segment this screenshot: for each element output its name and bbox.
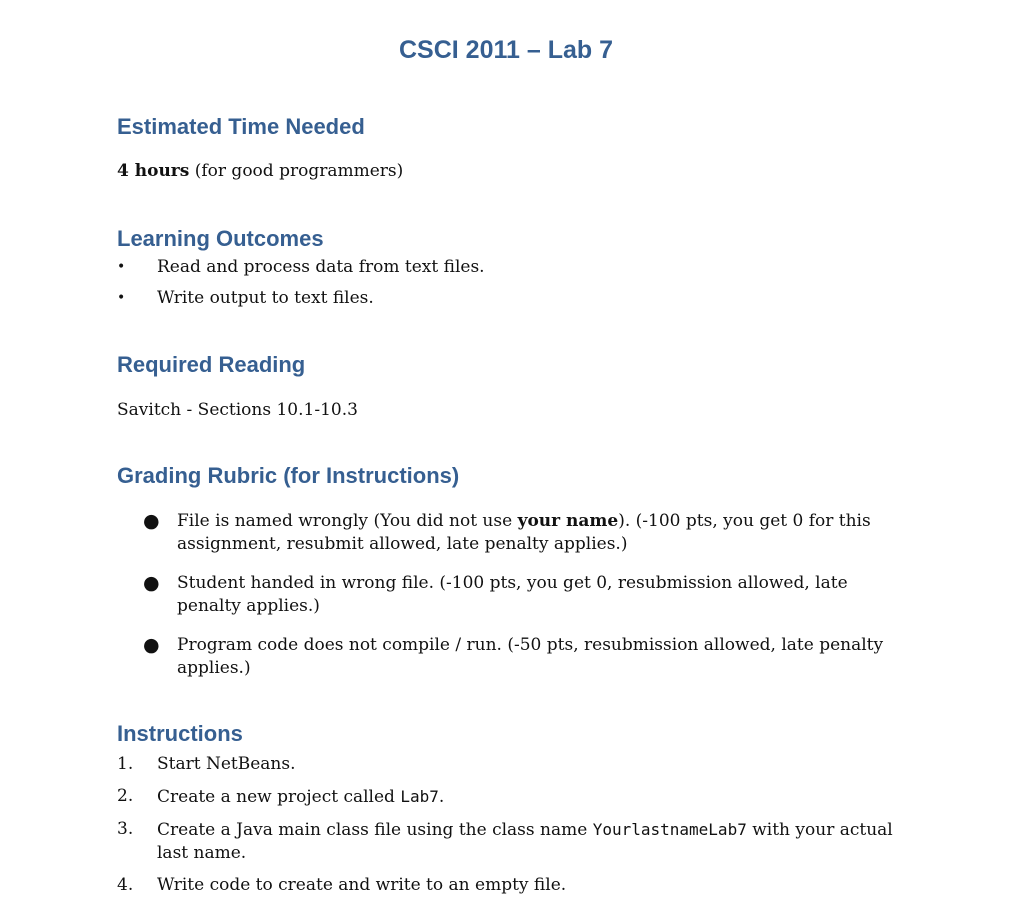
grading-rubric-heading: Grading Rubric (for Instructions) <box>117 463 460 488</box>
page-title: CSCI 2011 – Lab 7 <box>398 36 613 64</box>
list-item <box>117 572 897 618</box>
rubric-text: Program code does not compile / run. (-50 pts, resubmission allowed, late penalty applies.) <box>177 635 884 678</box>
bullet-marker: • <box>117 259 126 275</box>
number-marker: 1. <box>117 754 134 774</box>
number-marker: 4. <box>117 875 134 895</box>
instruction-text-pre: Create a new project called <box>157 787 401 807</box>
instruction-text-pre: Create a Java main class file using the class name <box>157 820 593 840</box>
class-name-code: YourlastnameLab7 <box>592 820 747 839</box>
list-item <box>117 256 917 279</box>
bullet-marker: ● <box>143 510 160 532</box>
list-item <box>117 818 907 865</box>
number-marker: 2. <box>117 786 134 806</box>
rubric-text-pre: File is named wrongly (You did not use <box>177 511 518 531</box>
instruction-text-post: with your actual last name. <box>157 820 893 863</box>
list-item <box>117 287 917 310</box>
instruction-text-post: . <box>438 787 445 807</box>
rubric-text: Student handed in wrong file. (-100 pts, you get 0, resubmission allowed, late penalty applies.) <box>177 573 848 616</box>
list-item <box>117 874 907 897</box>
estimated-time-note: (for good programmers) <box>189 161 404 181</box>
estimated-time-text <box>117 160 403 183</box>
bullet-marker: • <box>117 290 126 306</box>
rubric-text-post: ). (-100 pts, you get 0 for this assignment, resubmit allowed, late penalty applies.) <box>177 511 871 554</box>
required-reading-heading: Required Reading <box>117 352 306 377</box>
number-marker: 3. <box>117 819 134 839</box>
grading-rubric-list <box>117 510 897 696</box>
outcome-text: Read and process data from text files. <box>157 257 485 277</box>
rubric-text-bold: your name <box>517 511 619 531</box>
estimated-time-value: 4 hours <box>117 161 190 181</box>
bullet-marker: ● <box>143 572 160 594</box>
list-item <box>117 510 897 556</box>
instructions-list <box>117 753 907 906</box>
estimated-time-heading: Estimated Time Needed <box>117 114 365 139</box>
list-item <box>117 753 907 776</box>
instruction-text: Start NetBeans. <box>157 754 296 774</box>
project-name-code: Lab7 <box>400 787 439 806</box>
learning-outcomes-list <box>117 256 917 318</box>
list-item <box>117 634 897 680</box>
required-reading-text: Savitch - Sections 10.1-10.3 <box>117 400 358 420</box>
bullet-marker: ● <box>143 634 160 656</box>
outcome-text: Write output to text files. <box>157 288 374 308</box>
instruction-text: Write code to create and write to an empty file. <box>157 875 567 895</box>
instructions-heading: Instructions <box>117 721 243 746</box>
list-item <box>117 785 907 809</box>
learning-outcomes-heading: Learning Outcomes <box>117 226 324 251</box>
